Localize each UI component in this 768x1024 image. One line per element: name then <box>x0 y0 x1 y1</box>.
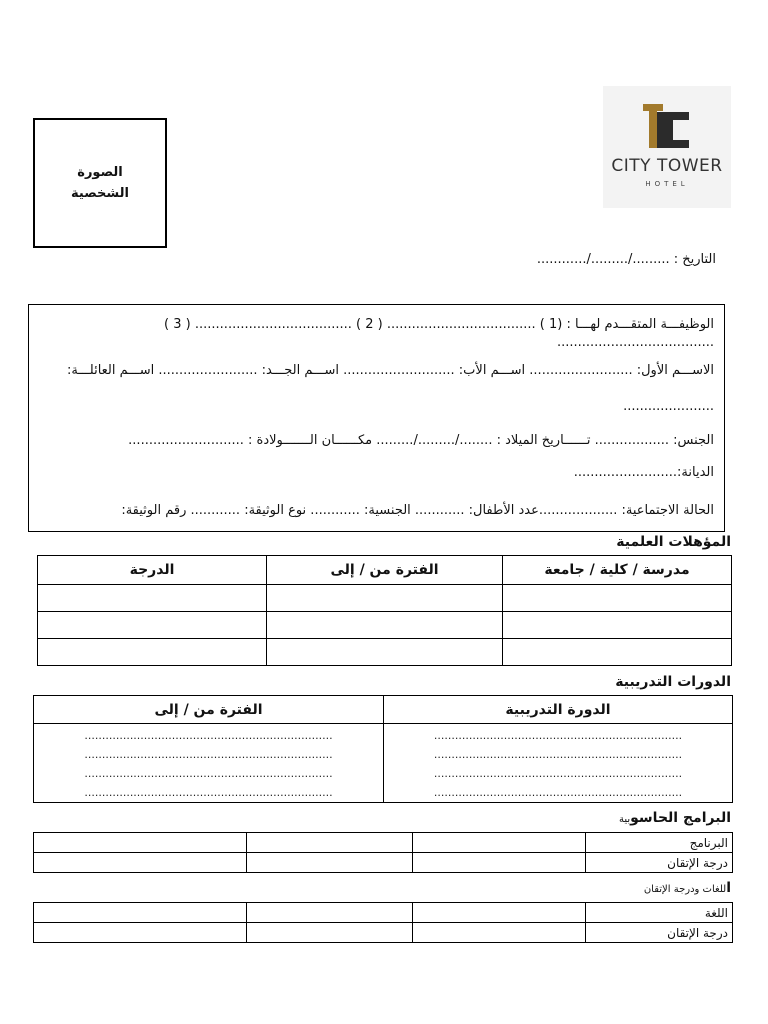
table-cell[interactable] <box>413 853 586 873</box>
dotted-line: ....................................................................... <box>84 729 333 742</box>
table-row <box>38 612 732 639</box>
table-cell[interactable] <box>247 833 413 853</box>
photo-placeholder <box>33 118 167 248</box>
dotted-line: ....................................................................... <box>84 748 333 761</box>
hotel-logo <box>603 86 731 208</box>
header-course-period: الفترة من / إلى <box>34 696 384 724</box>
religion-line[interactable]: الديانة:......................... <box>573 465 714 480</box>
header-course-name: الدورة التدريبية <box>384 696 733 724</box>
table-row <box>38 639 732 666</box>
dotted-line: ....................................................................... <box>433 767 683 780</box>
program-label: البرنامج <box>586 833 733 853</box>
birth-line[interactable]: الجنس: .................. تــــــاريخ الميلاد : ......../........./......... مكــــــان الـــــــولادة : ............................ <box>128 433 714 448</box>
header-degree: الدرجة <box>38 556 267 585</box>
courses-title: الدورات التدريبية <box>615 674 731 690</box>
table-cell[interactable] <box>267 639 503 666</box>
languages-title-main: ا <box>726 880 731 896</box>
header-period: الفترة من / إلى <box>267 556 503 585</box>
table-cell[interactable] <box>34 724 384 803</box>
dotted-line: ....................................................................... <box>433 748 683 761</box>
dotted-line: ....................................................................... <box>433 729 683 742</box>
table-cell[interactable] <box>34 903 247 923</box>
job-applied-line[interactable]: الوظيفـــة المتقـــدم لهـــا : (1 ) .................................... ( 2 ) ...................................... ( 3 ) <box>164 317 714 332</box>
table-cell[interactable] <box>413 833 586 853</box>
table-cell[interactable] <box>503 639 732 666</box>
table-cell[interactable] <box>34 853 247 873</box>
dotted-line: ....................................................................... <box>84 786 333 799</box>
table-header-row <box>38 556 732 585</box>
languages-title <box>644 880 731 896</box>
table-cell[interactable] <box>34 923 247 943</box>
photo-label-line2: الشخصية <box>71 186 129 201</box>
logo-mark-icon <box>643 104 689 148</box>
logo-subtitle: HOTEL <box>645 180 689 188</box>
qualifications-title: المؤهلات العلمية <box>616 534 731 550</box>
table-cell[interactable] <box>413 923 586 943</box>
name-line[interactable]: الاســـم الأول: ......................... اســـم الأب: ........................... اســـم الجـــد: ........................ اســـم العائلـــة: <box>67 363 714 378</box>
table-cell[interactable] <box>267 585 503 612</box>
marital-status-line[interactable]: الحالة الاجتماعية: ...................عدد الأطفال: ............ الجنسية: ............ نوع الوثيقة: ............ رقم الوثيقة: <box>121 503 714 518</box>
table-row <box>34 903 733 923</box>
language-proficiency-label: درجة الإتقان <box>586 923 733 943</box>
table-cell[interactable] <box>384 724 733 803</box>
courses-table <box>33 695 733 803</box>
dotted-line: ....................................................................... <box>84 767 333 780</box>
table-cell[interactable] <box>247 903 413 923</box>
photo-label-line1: الصورة <box>77 165 123 180</box>
table-cell[interactable] <box>503 585 732 612</box>
table-cell[interactable] <box>247 923 413 943</box>
software-table <box>33 832 733 873</box>
dotted-line: ....................................................................... <box>433 786 683 799</box>
software-title <box>619 810 731 826</box>
qualifications-table <box>37 555 732 666</box>
table-row <box>34 853 733 873</box>
language-label: اللغة <box>586 903 733 923</box>
personal-info-box <box>28 304 725 532</box>
table-cell[interactable] <box>38 639 267 666</box>
table-row <box>34 833 733 853</box>
table-cell[interactable] <box>267 612 503 639</box>
logo-name: CITY TOWER <box>611 156 723 176</box>
table-row <box>34 724 733 803</box>
table-row <box>34 923 733 943</box>
languages-title-suffix: للغات ودرجة الإتقان <box>643 884 727 895</box>
header-school: مدرسة / كلية / جامعة <box>503 556 732 585</box>
software-title-main: البرامج الحاسو <box>630 810 731 826</box>
table-cell[interactable] <box>38 585 267 612</box>
table-cell[interactable] <box>247 853 413 873</box>
software-title-suffix: بية <box>618 814 631 825</box>
languages-table <box>33 902 733 943</box>
name-line-cont[interactable]: ...................... <box>623 399 714 414</box>
table-header-row <box>34 696 733 724</box>
job-applied-line-cont[interactable]: ...................................... <box>556 335 714 350</box>
program-proficiency-label: درجة الإتقان <box>586 853 733 873</box>
date-field[interactable]: التاريخ : ........./........./............ <box>536 252 716 267</box>
table-cell[interactable] <box>34 833 247 853</box>
table-cell[interactable] <box>413 903 586 923</box>
table-cell[interactable] <box>503 612 732 639</box>
table-row <box>38 585 732 612</box>
photo-label <box>71 162 129 204</box>
table-cell[interactable] <box>38 612 267 639</box>
